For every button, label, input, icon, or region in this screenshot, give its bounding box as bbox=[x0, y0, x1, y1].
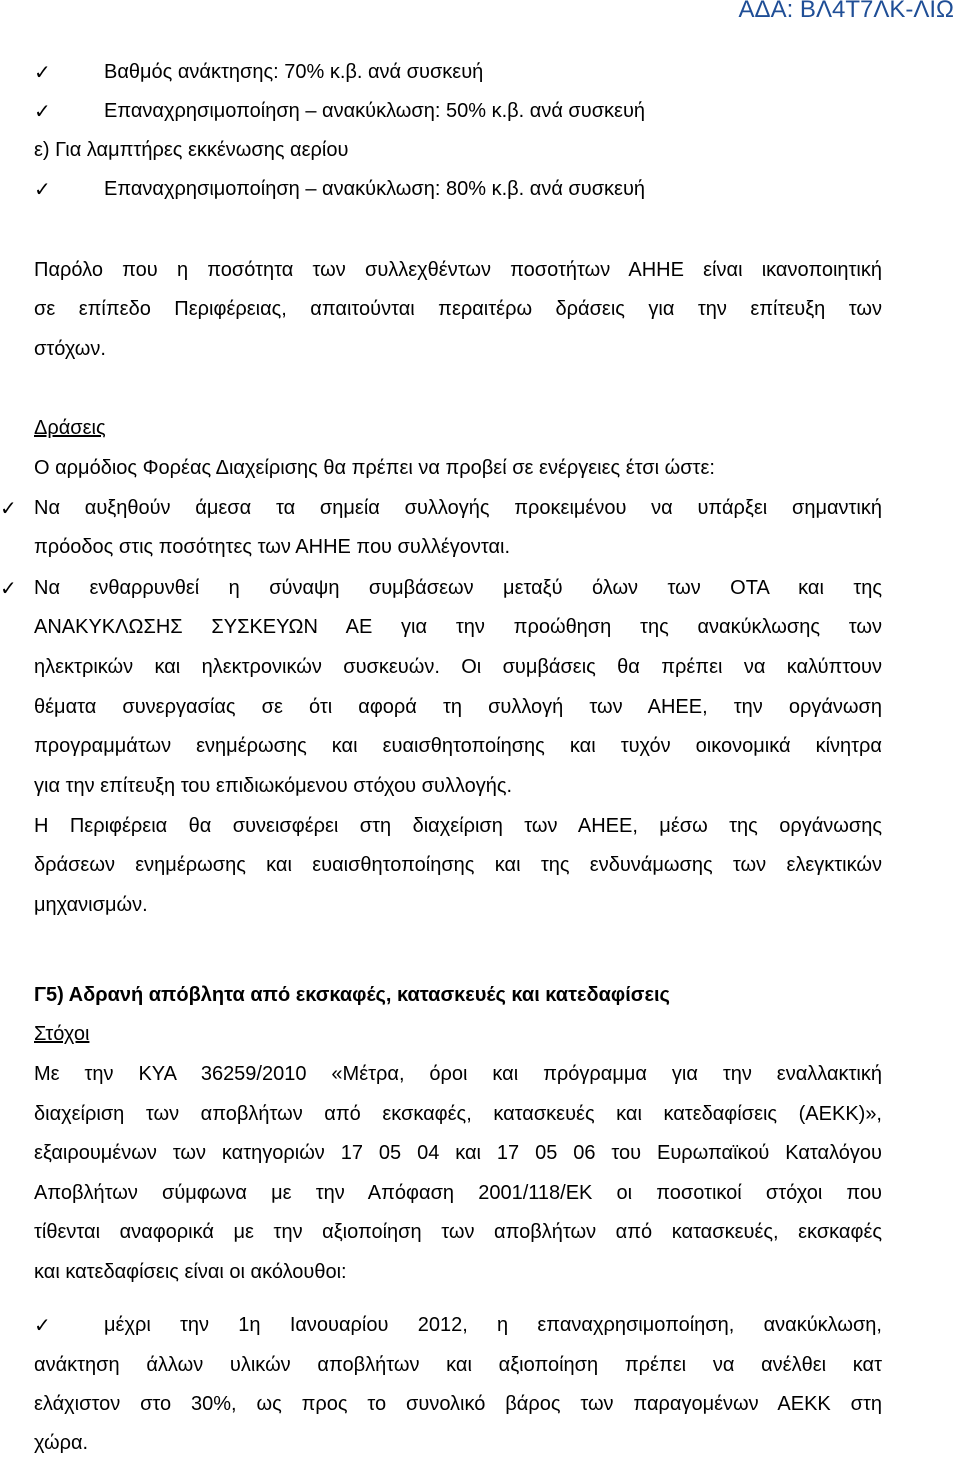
section-g5-title: Γ5) Αδρανή απόβλητα από εκσκαφές, κατασκευές και κατεδαφίσεις bbox=[34, 984, 670, 1006]
paragraph-line: εξαιρουμένων των κατηγοριών 17 05 04 και 17 05 06 του Ευρωπαϊκού Καταλόγου bbox=[34, 1142, 882, 1164]
bullet-target-2012 bbox=[34, 1313, 882, 1337]
bullet-text: Να αυξηθούν άμεσα τα σημεία συλλογής προκειμένου να υπάρξει σημαντική bbox=[34, 497, 882, 519]
bullet-continuation: ηλεκτρικών και ηλεκτρονικών συσκευών. Οι συμβάσεις θα πρέπει να καλύπτουν bbox=[34, 656, 882, 678]
checkmark-icon: ✓ bbox=[34, 99, 51, 123]
paragraph-line: μηχανισμών. bbox=[34, 894, 148, 916]
bullet-text: Να ενθαρρυνθεί η σύναψη συμβάσεων μεταξύ όλων των ΟΤΑ και της bbox=[34, 577, 882, 599]
bullet-continuation: προγραμμάτων ενημέρωσης και ευαισθητοποίησης και τυχόν οικονομικά κίνητρα bbox=[34, 735, 882, 757]
list-item-text: Επαναχρησιμοποίηση – ανακύκλωση: 50% κ.β. ανά συσκευή bbox=[104, 100, 646, 122]
checkmark-icon: ✓ bbox=[34, 177, 51, 201]
subsection-lamps-heading: ε) Για λαμπτήρες εκκένωσης αερίου bbox=[34, 139, 349, 161]
bullet-continuation: ελάχιστον στο 30%, ως προς το συνολικό βάρος των παραγομένων ΑΕΚΚ στη bbox=[34, 1393, 882, 1415]
actions-intro: Ο αρμόδιος Φορέας Διαχείρισης θα πρέπει να προβεί σε ενέργειες έτσι ώστε: bbox=[34, 457, 715, 479]
bullet-continuation: θέματα συνεργασίας σε ότι αφορά τη συλλογή των ΑΗΕΕ, την οργάνωση bbox=[34, 696, 882, 718]
paragraph-line: Με την ΚΥΑ 36259/2010 «Μέτρα, όροι και πρόγραμμα για την εναλλακτική bbox=[34, 1063, 882, 1085]
checkmark-icon: ✓ bbox=[0, 576, 17, 600]
bullet-collection-points bbox=[0, 496, 882, 520]
list-item-reuse-80 bbox=[34, 177, 882, 201]
list-item-recovery-70 bbox=[34, 60, 882, 84]
list-item-reuse-50 bbox=[34, 99, 882, 123]
ada-identifier: ΑΔΑ: ΒΛ4Τ7ΛΚ-ΛΙΩ bbox=[738, 0, 954, 23]
bullet-continuation: χώρα. bbox=[34, 1432, 89, 1454]
bullet-continuation: ανάκτηση άλλων υλικών αποβλήτων και αξιοποίηση πρέπει να ανέλθει κατ bbox=[34, 1354, 882, 1376]
paragraph-line: σε επίπεδο Περιφέρειας, απαιτούνται περαιτέρω δράσεις για την επίτευξη των bbox=[34, 298, 882, 320]
bullet-contracts bbox=[0, 576, 882, 600]
checkmark-icon: ✓ bbox=[34, 1313, 51, 1337]
bullet-text: μέχρι την 1η Ιανουαρίου 2012, η επαναχρησιμοποίηση, ανακύκλωση, bbox=[104, 1314, 882, 1336]
paragraph-line: δράσεων ενημέρωσης και ευαισθητοποίησης και της ενδυνάμωσης των ελεγκτικών bbox=[34, 854, 882, 876]
paragraph-line: και κατεδαφίσεις είναι οι ακόλουθοι: bbox=[34, 1261, 347, 1283]
paragraph-line: Αποβλήτων σύμφωνα με την Απόφαση 2001/118/ΕΚ οι ποσοτικοί στόχοι που bbox=[34, 1182, 882, 1204]
paragraph-line: διαχείριση των αποβλήτων από εκσκαφές, κατασκευές και κατεδαφίσεις (ΑΕΚΚ)», bbox=[34, 1103, 882, 1125]
paragraph-line: τίθενται αναφορικά με την αξιοποίηση των αποβλήτων από κατασκευές, εκσκαφές bbox=[34, 1221, 882, 1243]
bullet-continuation: πρόοδος στις ποσότητες των ΑΗΗΕ που συλλέγονται. bbox=[34, 536, 511, 558]
bullet-continuation: για την επίτευξη του επιδιωκόμενου στόχου συλλογής. bbox=[34, 775, 513, 797]
paragraph-line: στόχων. bbox=[34, 338, 106, 360]
checkmark-icon: ✓ bbox=[34, 60, 51, 84]
list-item-text: Επαναχρησιμοποίηση – ανακύκλωση: 80% κ.β. ανά συσκευή bbox=[104, 178, 646, 200]
bullet-continuation: ΑΝΑΚΥΚΛΩΣΗΣ ΣΥΣΚΕΥΩΝ ΑΕ για την προώθηση της ανακύκλωσης των bbox=[34, 616, 882, 638]
checkmark-icon: ✓ bbox=[0, 496, 17, 520]
paragraph-line: Η Περιφέρεια θα συνεισφέρει στη διαχείριση των ΑΗΕΕ, μέσω της οργάνωσης bbox=[34, 815, 882, 837]
list-item-text: Βαθμός ανάκτησης: 70% κ.β. ανά συσκευή bbox=[104, 61, 484, 83]
targets-heading: Στόχοι bbox=[34, 1023, 90, 1045]
actions-heading: Δράσεις bbox=[34, 417, 106, 439]
paragraph-line: Παρόλο που η ποσότητα των συλλεχθέντων ποσοτήτων ΑΗΗΕ είναι ικανοποιητική bbox=[34, 259, 882, 281]
